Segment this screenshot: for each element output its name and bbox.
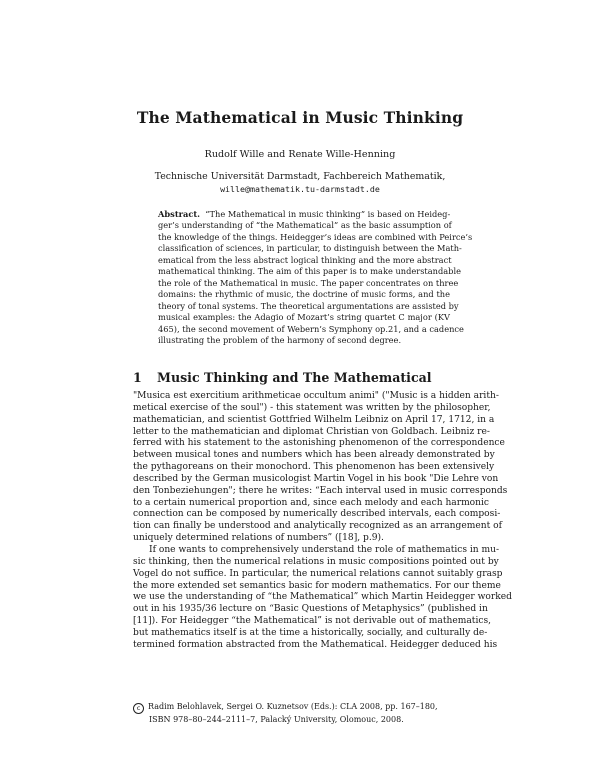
body-line: the more extended set semantics basic for modern mathematics. For our theme	[133, 580, 501, 591]
footer-isbn: ISBN 978–80–244–2111–7, Palacký University, Olomouc, 2008.	[149, 715, 404, 724]
copyright-icon: c	[133, 703, 144, 714]
abstract-line: classification of sciences, in particular, to distinguish between the Math-	[158, 243, 462, 254]
body-line: described by the German musicologist Martin Vogel in his book "Die Lehre von	[133, 473, 499, 484]
page-footer	[133, 701, 463, 725]
body-line: ferred with his statement to the astonishing phenomenon of the correspondence	[133, 438, 505, 449]
body-line: out in his 1935/36 lecture on “Basic Questions of Metaphysics” (published in	[133, 604, 488, 615]
footer-line-1	[133, 701, 463, 714]
section-number: 1	[133, 370, 142, 385]
body-line: uniquely determined relations of numbers” ([18], p.9).	[133, 533, 384, 544]
abstract-line: ger’s understanding of “the Mathematical” as the basic assumption of	[158, 220, 452, 231]
paragraph-1	[133, 391, 508, 545]
body-line: letter to the mathematician and diplomat Christian von Goldbach. Leibniz re-	[133, 426, 490, 437]
abstract-line: the knowledge of the things. Heidegger’s ideas are combined with Peirce’s	[158, 231, 473, 242]
author-affiliation	[0, 171, 600, 195]
body-line: connection can be composed by numerically described intervals, each composi-	[133, 509, 501, 520]
body-line: Vogel do not suffice. In particular, the numerical relations cannot suitably grasp	[133, 568, 503, 579]
abstract-line: 465), the second movement of Webern’s Symphony op.21, and a cadence	[158, 323, 464, 334]
abstract-line: the role of the Mathematical in music. The paper concentrates on three	[158, 277, 459, 288]
body-line: but mathematics itself is at the time a historically, socially, and culturally de-	[133, 627, 488, 638]
abstract-line: mathematical thinking. The aim of this paper is to make understandable	[158, 266, 461, 277]
section-title: Music Thinking and The Mathematical	[157, 370, 432, 385]
footer-citation: Radim Belohlavek, Sergei O. Kuznetsov (Eds.): CLA 2008, pp. 167–180,	[148, 702, 438, 711]
body-line: the pythagoreans on their monochord. This phenomenon has been extensively	[133, 462, 495, 473]
body-line: tion can finally be understood and analytically recognized as an arrangement of	[133, 521, 502, 532]
abstract-line: illustrating the problem of the harmony of second degree.	[158, 334, 402, 345]
section-heading	[133, 370, 432, 385]
abstract-line: musical examples: the Adagio of Mozart’s string quartet C major (KV	[158, 312, 450, 323]
body-line: metical exercise of the soul") - this statement was written by the philosopher,	[133, 402, 491, 413]
abstract-block	[158, 209, 473, 346]
affiliation-line: Technische Universität Darmstadt, Fachbereich Mathematik,	[154, 171, 446, 182]
body-line: If one wants to comprehensively understand the role of mathematics in mu-	[149, 544, 500, 555]
abstract-line: “The Mathematical in music thinking” is based on Heideg-	[205, 209, 451, 219]
body-line: termined formation abstracted from the Mathematical. Heidegger deduced his	[133, 639, 498, 650]
body-line: den Tonbeziehungen"; there he writes: “Each interval used in music corresponds	[133, 485, 508, 496]
body-line: sic thinking, then the numerical relations in music compositions pointed out by	[133, 556, 499, 567]
abstract-line: ematical from the less abstract logical thinking and the more abstract	[158, 254, 452, 265]
body-line: [11]). For Heidegger “the Mathematical” is not derivable out of mathematics,	[133, 616, 491, 627]
abstract-label: Abstract.	[158, 209, 201, 219]
paragraph-2	[133, 544, 512, 652]
body-line: to a certain numerical proportion and, since each melody and each harmonic	[133, 497, 490, 508]
author-email: wille@mathematik.tu-darmstadt.de	[220, 184, 380, 194]
body-line: we use the understanding of “the Mathematical” which Martin Heidegger worked	[133, 592, 512, 603]
abstract-line: theory of tonal systems. The theoretical argumentations are assisted by	[158, 300, 459, 311]
abstract-line: domains: the rhythmic of music, the doctrine of music forms, and the	[158, 289, 450, 300]
body-text	[133, 391, 512, 652]
body-line: between musical tones and numbers which has been already demonstrated by	[133, 450, 495, 461]
body-line: mathematician, and scientist Gottfried Wilhelm Leibniz on April 17, 1712, in a	[133, 414, 495, 425]
paper-authors: Rudolf Wille and Renate Wille-Henning	[204, 149, 396, 160]
paper-title: The Mathematical in Music Thinking	[136, 108, 464, 127]
body-line: "Musica est exercitium arithmeticae occultum animi" ("Music is a hidden arith-	[133, 391, 499, 401]
